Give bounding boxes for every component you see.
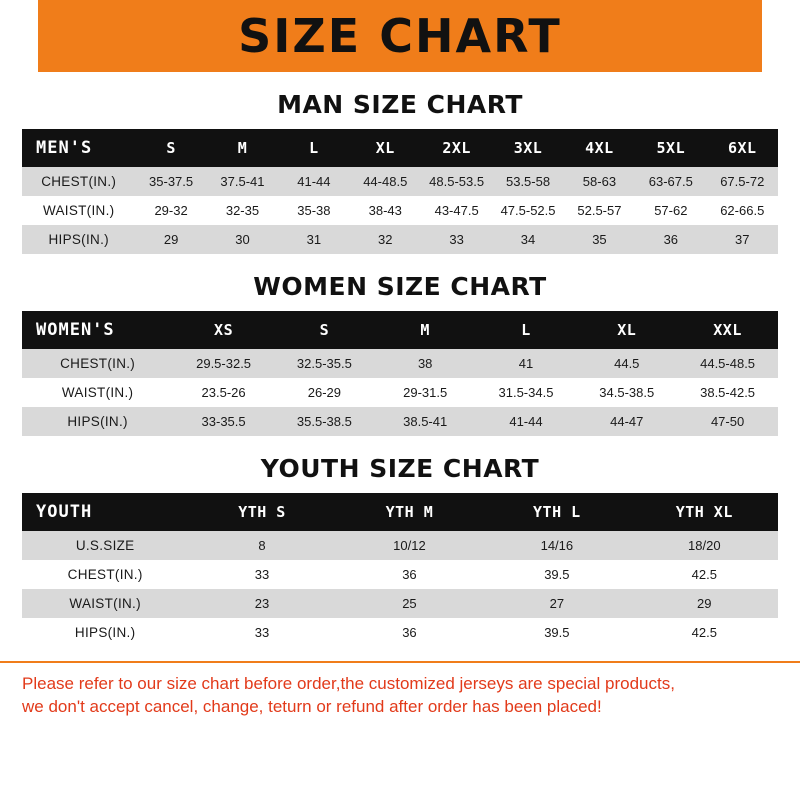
table-cell: 58-63 — [564, 167, 635, 196]
table-cell: 44-48.5 — [350, 167, 421, 196]
table-cell: 38.5-41 — [375, 407, 476, 436]
table-cell: 48.5-53.5 — [421, 167, 492, 196]
table-cell: 10/12 — [336, 531, 483, 560]
column-header: M — [375, 311, 476, 349]
women-section-title: WOMEN SIZE CHART — [253, 272, 547, 301]
header-banner — [0, 0, 800, 72]
column-header: S — [135, 129, 206, 167]
table-cell: 41-44 — [476, 407, 577, 436]
table-cell: 29 — [135, 225, 206, 254]
table-cell: 41-44 — [278, 167, 349, 196]
column-header: 4XL — [564, 129, 635, 167]
table-header-row — [22, 129, 778, 167]
column-header: 5XL — [635, 129, 706, 167]
table-cell: 32-35 — [207, 196, 278, 225]
column-header: YTH XL — [631, 493, 778, 531]
column-header: XS — [173, 311, 274, 349]
men-section-title: MAN SIZE CHART — [277, 90, 523, 119]
table-header-row — [22, 311, 778, 349]
table-cell: 29-31.5 — [375, 378, 476, 407]
banner-right-notch — [762, 0, 800, 72]
table-cell: 33 — [188, 560, 335, 589]
column-header: M — [207, 129, 278, 167]
table-cell: 44.5 — [576, 349, 677, 378]
youth-section-title: YOUTH SIZE CHART — [260, 454, 540, 483]
column-header: WOMEN'S — [22, 311, 173, 349]
table-cell: 41 — [476, 349, 577, 378]
table-row — [22, 349, 778, 378]
table-cell: 35.5-38.5 — [274, 407, 375, 436]
table-cell: 47-50 — [677, 407, 778, 436]
table-cell: 33 — [421, 225, 492, 254]
row-label: CHEST(IN.) — [22, 167, 135, 196]
column-header: YTH M — [336, 493, 483, 531]
table-row — [22, 225, 778, 254]
footer-line-1: Please refer to our size chart before order,the customized jerseys are special products, — [22, 674, 675, 693]
row-label: WAIST(IN.) — [22, 589, 188, 618]
column-header: YTH S — [188, 493, 335, 531]
table-cell: 47.5-52.5 — [492, 196, 563, 225]
men-section — [0, 90, 800, 254]
table-cell: 67.5-72 — [707, 167, 778, 196]
table-cell: 39.5 — [483, 618, 630, 647]
table-cell: 33 — [188, 618, 335, 647]
table-cell: 27 — [483, 589, 630, 618]
table-cell: 38.5-42.5 — [677, 378, 778, 407]
table-cell: 29-32 — [135, 196, 206, 225]
table-cell: 29 — [631, 589, 778, 618]
table-cell: 35-38 — [278, 196, 349, 225]
table-cell: 39.5 — [483, 560, 630, 589]
table-cell: 36 — [635, 225, 706, 254]
table-cell: 37 — [707, 225, 778, 254]
table-cell: 35 — [564, 225, 635, 254]
page-title: SIZE CHART — [238, 9, 562, 63]
table-cell: 35-37.5 — [135, 167, 206, 196]
column-header: 2XL — [421, 129, 492, 167]
row-label: HIPS(IN.) — [22, 407, 173, 436]
table-cell: 31.5-34.5 — [476, 378, 577, 407]
table-cell: 63-67.5 — [635, 167, 706, 196]
row-label: HIPS(IN.) — [22, 618, 188, 647]
table-cell: 43-47.5 — [421, 196, 492, 225]
row-label: WAIST(IN.) — [22, 378, 173, 407]
table-cell: 36 — [336, 560, 483, 589]
table-cell: 14/16 — [483, 531, 630, 560]
table-cell: 52.5-57 — [564, 196, 635, 225]
table-cell: 32 — [350, 225, 421, 254]
table-row — [22, 378, 778, 407]
row-label: CHEST(IN.) — [22, 560, 188, 589]
table-cell: 29.5-32.5 — [173, 349, 274, 378]
table-cell: 18/20 — [631, 531, 778, 560]
row-label: U.S.SIZE — [22, 531, 188, 560]
table-cell: 23 — [188, 589, 335, 618]
table-row — [22, 407, 778, 436]
column-header: S — [274, 311, 375, 349]
table-cell: 44-47 — [576, 407, 677, 436]
table-cell: 62-66.5 — [707, 196, 778, 225]
table-row — [22, 560, 778, 589]
men-size-table — [22, 129, 778, 254]
column-header: 6XL — [707, 129, 778, 167]
table-cell: 34 — [492, 225, 563, 254]
table-cell: 38-43 — [350, 196, 421, 225]
table-cell: 34.5-38.5 — [576, 378, 677, 407]
column-header: L — [476, 311, 577, 349]
table-row — [22, 167, 778, 196]
table-row — [22, 589, 778, 618]
table-cell: 42.5 — [631, 618, 778, 647]
table-cell: 31 — [278, 225, 349, 254]
table-cell: 44.5-48.5 — [677, 349, 778, 378]
table-row — [22, 196, 778, 225]
column-header: YTH L — [483, 493, 630, 531]
table-cell: 26-29 — [274, 378, 375, 407]
table-header-row — [22, 493, 778, 531]
column-header: 3XL — [492, 129, 563, 167]
table-cell: 42.5 — [631, 560, 778, 589]
banner-left-notch — [0, 0, 38, 72]
women-section — [0, 272, 800, 436]
table-cell: 57-62 — [635, 196, 706, 225]
women-size-table — [22, 311, 778, 436]
table-cell: 25 — [336, 589, 483, 618]
row-label: HIPS(IN.) — [22, 225, 135, 254]
youth-section — [0, 454, 800, 647]
table-cell: 33-35.5 — [173, 407, 274, 436]
table-row — [22, 618, 778, 647]
column-header: MEN'S — [22, 129, 135, 167]
table-cell: 53.5-58 — [492, 167, 563, 196]
column-header: XL — [576, 311, 677, 349]
table-cell: 38 — [375, 349, 476, 378]
youth-size-table — [22, 493, 778, 647]
column-header: XXL — [677, 311, 778, 349]
table-cell: 30 — [207, 225, 278, 254]
footer-line-2: we don't accept cancel, change, teturn or refund after order has been placed! — [22, 696, 602, 716]
table-cell: 36 — [336, 618, 483, 647]
table-cell: 8 — [188, 531, 335, 560]
table-cell: 37.5-41 — [207, 167, 278, 196]
column-header: L — [278, 129, 349, 167]
column-header: YOUTH — [22, 493, 188, 531]
footer-disclaimer — [0, 661, 800, 719]
row-label: WAIST(IN.) — [22, 196, 135, 225]
row-label: CHEST(IN.) — [22, 349, 173, 378]
column-header: XL — [350, 129, 421, 167]
table-cell: 23.5-26 — [173, 378, 274, 407]
table-row — [22, 531, 778, 560]
table-cell: 32.5-35.5 — [274, 349, 375, 378]
